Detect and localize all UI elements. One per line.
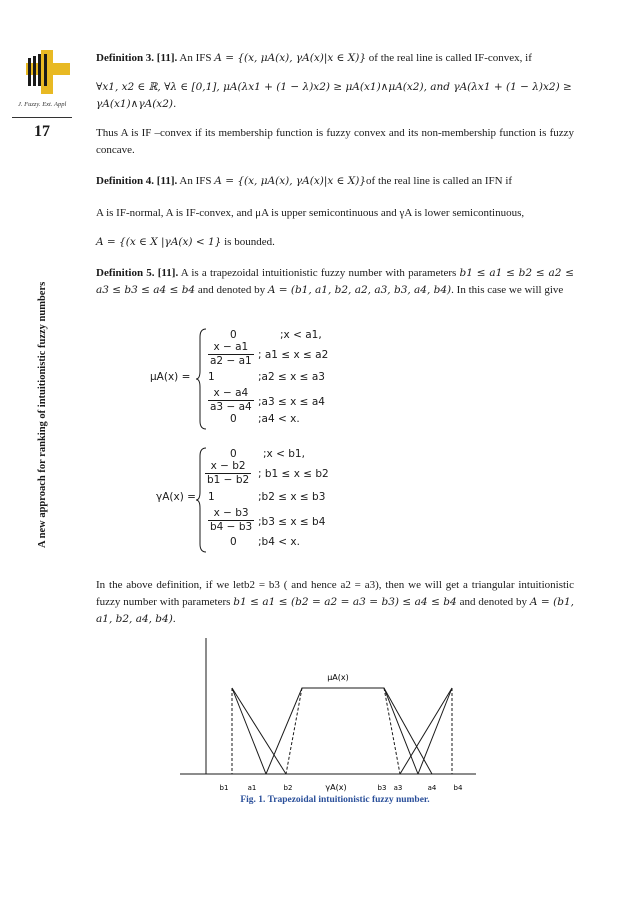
triangular-params: b1 ≤ a1 ≤ (b2 = a2 = a3 = b3) ≤ a4 ≤ b4: [233, 596, 457, 608]
tick-b1: b1: [219, 784, 229, 792]
definition-5-label: Definition 5. [11].: [96, 267, 179, 279]
mu-case-4-condition: ;a3 ≤ x ≤ a4: [258, 396, 325, 408]
gamma-case-3-condition: ;b2 ≤ x ≤ b3: [258, 491, 326, 503]
gamma-case-2: [205, 460, 251, 487]
definition-5-denoted: A = (b1, a1, b2, a2, a3, b3, a4, b4): [267, 284, 452, 296]
mu-case-2-fraction: [208, 341, 254, 368]
triangular-denoted: A = (b1, a1, b2, a4, b4): [96, 596, 574, 625]
tick-b2: b2: [283, 784, 293, 792]
gamma-case-5-value: 0: [230, 536, 237, 548]
mu-case-3-condition: ;a2 ≤ x ≤ a3: [258, 371, 325, 383]
definition-5-text-mid: and denoted by: [195, 284, 268, 296]
gamma-case-4-denominator: b4 − b3: [210, 521, 253, 533]
journal-logo-icon: [24, 48, 72, 96]
mu-trapezoid: [266, 688, 418, 774]
gamma-case-1-condition: ;x < b1,: [263, 448, 305, 460]
journal-abbrev: J. Fuzzy. Ext. Appl: [18, 101, 67, 108]
mu-case-4-fraction: [208, 387, 254, 414]
tick-a1: a1: [247, 784, 257, 792]
margin-rule: [12, 117, 72, 118]
journal-logo: [24, 48, 72, 96]
gamma-function-lhs: γA(x) =: [156, 491, 196, 503]
trapezoid-figure: [180, 630, 480, 798]
mu-function-lhs: μA(x) =: [150, 371, 191, 383]
gamma-case-5-condition: ;b4 < x.: [258, 536, 300, 548]
boundedness-text: is bounded.: [221, 236, 275, 248]
gamma-case-4: [208, 507, 254, 534]
definition-5-text: A is a trapezoidal intuitionistic fuzzy number with parameters: [178, 267, 460, 279]
tick-a4: a4: [427, 784, 437, 792]
mu-case-2: [208, 341, 254, 368]
convexity-condition: ∀x1, x2 ∈ ℝ, ∀λ ∈ [0,1], μA(λx1 + (1 − λ)x2) ≥ μA(x1)∧μA(x2), and γA(λx1 + (1 − λ)x2) ≥ γA(x1)∧γA(x2).: [96, 81, 572, 110]
mu-case-4-denominator: a3 − a4: [210, 401, 252, 413]
gamma-case-1-value: 0: [230, 448, 237, 460]
mu-case-2-numerator: x − a1: [208, 341, 254, 355]
gamma-case-2-condition: ; b1 ≤ x ≤ b2: [258, 468, 329, 480]
definition-4-text: An IFS: [177, 175, 215, 187]
gamma-case-2-fraction: [205, 460, 251, 487]
mu-case-1-value: 0: [230, 329, 237, 341]
thus-paragraph: Thus A is IF –convex if its membership function is fuzzy convex and its non-membership function is fuzzy concave.: [96, 127, 574, 156]
definition-3-text: An IFS: [177, 52, 215, 64]
mu-case-5-condition: ;a4 < x.: [258, 413, 300, 425]
mu-case-2-condition: ; a1 ≤ x ≤ a2: [258, 349, 329, 361]
mu-left-leg: [232, 688, 266, 774]
a3-guide: [384, 688, 400, 774]
gamma-left-leg: [232, 688, 286, 774]
definition-4-label: Definition 4. [11].: [96, 175, 178, 187]
triangular-text-mid: and denoted by: [456, 596, 530, 608]
mu-case-4: [208, 387, 254, 414]
mu-case-1-condition: ;x < a1,: [280, 329, 322, 341]
definition-3-text-end: of the real line is called IF-convex, if: [366, 52, 532, 64]
definition-4-condition-2: [96, 234, 574, 251]
mu-right-leg: [418, 688, 452, 774]
definition-5-text-end: . In this case we will give: [451, 284, 564, 296]
mu-label: μA(x): [327, 673, 349, 682]
definition-3-line1: [96, 50, 574, 67]
mu-brace-icon: [196, 327, 208, 431]
triangular-text: In the above definition, if we letb2 = b3 ( and hence a2 = a3), then we will get a triangular intuitionistic fuzzy number with parameters: [96, 579, 574, 608]
mu-case-5-value: 0: [230, 413, 237, 425]
tick-a3: a3: [393, 784, 403, 792]
definition-3-formula: A = {(x, μA(x), γA(x)|x ∈ X)}: [214, 52, 367, 64]
definition-3-label: Definition 3. [11].: [96, 52, 178, 64]
gamma-case-2-numerator: x − b2: [205, 460, 251, 474]
tick-b4: b4: [453, 784, 463, 792]
definition-4-condition-1: A is IF-normal, A is IF-convex, and μA is upper semicontinuous and γA is lower semicontinuous,: [96, 207, 525, 219]
boundedness-formula: A = {(x ∈ X |γA(x) < 1}: [96, 236, 222, 248]
gamma-case-3-value: 1: [208, 491, 215, 503]
definition-5-params: b1 ≤ a1 ≤ b2 ≤ a2 ≤ a3 ≤ b3 ≤ a4 ≤ b4: [96, 267, 574, 296]
mu-case-3-value: 1: [208, 371, 215, 383]
mu-case-1: [230, 329, 237, 341]
triangular-text-end: .: [172, 613, 176, 625]
definition-4-formula: A = {(x, μA(x), γA(x)|x ∈ X)}: [214, 175, 367, 187]
triangular-paragraph: [96, 577, 574, 628]
a2-guide: [286, 688, 302, 774]
figure-caption: Fig. 1. Trapezoidal intuitionistic fuzzy number.: [240, 795, 430, 805]
mu-case-2-denominator: a2 − a1: [210, 355, 252, 367]
gamma-label: γA(x): [325, 783, 347, 792]
definition-4-text-end: of the real line is called an IFN if: [366, 175, 513, 187]
gamma-case-4-condition: ;b3 ≤ x ≤ b4: [258, 516, 326, 528]
running-title: A new approach for ranking of intuitionistic fuzzy numbers: [37, 281, 48, 548]
tick-b3: b3: [377, 784, 387, 792]
definition-5-paragraph: [96, 265, 574, 299]
definition-4-line1: [96, 173, 574, 190]
gamma-case-4-numerator: x − b3: [208, 507, 254, 521]
mu-case-4-numerator: x − a4: [208, 387, 254, 401]
gamma-case-4-fraction: [208, 507, 254, 534]
definition-3-condition: [96, 79, 574, 113]
gamma-case-2-denominator: b1 − b2: [207, 474, 250, 486]
page-number: 17: [34, 123, 50, 140]
